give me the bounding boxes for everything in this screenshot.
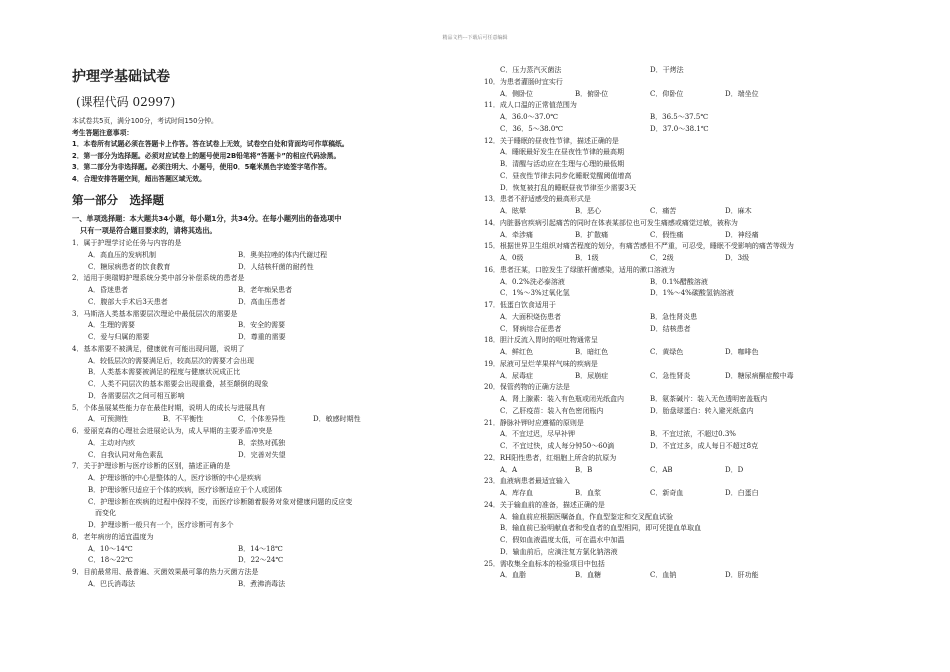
answer-option: B．输血前已验明献血者和受血者的血型相同，即可凭提血单取血 — [500, 524, 702, 533]
answer-options-row — [72, 438, 472, 450]
answer-options-row — [484, 406, 874, 418]
question-stem: 21．静脉补钾时应遵循的原则是 — [484, 418, 584, 427]
answer-option: A．牵涉痛 — [500, 230, 534, 239]
question-stem: 12．关于睡眠的昼夜性节律，描述正确的是 — [484, 136, 619, 145]
answer-option: B．尿崩症 — [575, 371, 609, 380]
answer-option: D．神经痛 — [725, 230, 759, 239]
answer-option: A．巴氏消毒法 — [88, 579, 136, 588]
answer-options-row — [72, 332, 472, 344]
answer-option: A．可预测性 — [88, 415, 129, 424]
answer-options-row — [484, 429, 874, 441]
answer-option: A．A — [500, 465, 518, 474]
answer-option: D．人结核杆菌的耐药性 — [238, 262, 314, 271]
answer-option: C．血钠 — [650, 571, 677, 580]
answer-option: D．肝功能 — [725, 571, 759, 580]
answer-option: D．3级 — [725, 254, 750, 262]
answer-option: C．乙肝疫苗：装入有色密闭瓶内 — [500, 406, 604, 415]
answer-options-row — [72, 579, 472, 591]
answer-option: D．麻木 — [725, 207, 752, 215]
question-stem: 14．内脏器官疾病引起痛苦的同时在体表某部位也可发生痛感或痛觉过敏，被称为 — [484, 218, 738, 227]
answer-option: C．昼夜性节律去同步化睡眠觉醒阈值增高 — [500, 171, 632, 180]
answer-option: C．黄绿色 — [650, 348, 684, 356]
answer-option: A．肾上腺素：装入有色瓶或闭光纸盒内 — [500, 395, 625, 403]
answer-option: C．AB — [650, 465, 673, 474]
answer-options-row — [72, 262, 472, 274]
answer-option: C．假性痛 — [650, 230, 684, 239]
answer-option: B．安全的需要 — [238, 321, 286, 330]
question-stem: 11．成人口温的正常值范围为 — [484, 101, 577, 110]
answer-option: B．护理诊断只适应于个体的疾病，医疗诊断适应于个人或团体 — [88, 485, 283, 494]
answer-options-row — [484, 230, 874, 242]
answer-option: B．俯卧位 — [575, 89, 609, 98]
answer-options-row — [484, 324, 874, 336]
question-stem: 25．需收集全血标本的检验项目中包括 — [484, 559, 605, 568]
answer-option: D．输血前后，应滴注复方氯化钠溶液 — [500, 547, 618, 556]
answer-option: D．各需要层次之间可相互影响 — [88, 391, 185, 400]
questions-right-column — [484, 65, 874, 582]
answer-option: C．自我认同对角色素乱 — [88, 450, 164, 459]
answer-option: D．37.0～38.1℃ — [650, 124, 709, 133]
answer-option: B．36.5～37.5℃ — [650, 113, 709, 121]
question-stem: 10．为患者灌肠时宜实行 — [484, 77, 563, 86]
question-stem: 19．尿液可呈烂苹果样气味的疾病是 — [484, 359, 598, 368]
questions-left-column — [72, 238, 472, 591]
instruction-line: 4．合理安排答题空间，超出答题区域无效。 — [72, 174, 206, 183]
answer-option: C．糖尿病患者的饮食教育 — [88, 262, 171, 271]
answer-options-row — [484, 65, 874, 77]
question-stem: 17．低蛋白饮食适用于 — [484, 301, 556, 309]
answer-option: A．10～14℃ — [88, 544, 133, 553]
answer-option: A．0.2%洗必泰溶液 — [500, 277, 565, 286]
answer-option: D．白蛋白 — [725, 489, 759, 497]
exam-title: 护理学基础试卷 — [72, 69, 170, 85]
answer-option: C．人类不同层次的基本需要会出现重叠，甚至颠倒的现象 — [88, 380, 269, 388]
answer-option: B．氨茶碱片：装入无色透明密盖瓶内 — [650, 395, 768, 403]
part-title: 第一部分 选择题 — [72, 193, 164, 207]
answer-option: D．结核患者 — [650, 324, 691, 333]
answer-option: D．高血压患者 — [238, 297, 286, 306]
answer-options-row — [484, 89, 874, 101]
instruction-line: 本试卷共5页，满分100分，考试时间150分钟。 — [72, 117, 218, 125]
question-stem: 3．马斯洛人类基本需要层次理论中最低层次的需要是 — [72, 309, 238, 318]
section-instructions — [72, 213, 472, 237]
answer-option: B．奥美拉唑的体内代谢过程 — [238, 250, 328, 259]
answer-option: D．咖啡色 — [725, 348, 759, 356]
answer-option: C．1%～3%过氧化氢 — [500, 289, 570, 298]
answer-option: D．恢复被打乱的睡眠昼夜节律至少需要3天 — [500, 183, 637, 192]
answer-options-row — [484, 112, 874, 124]
answer-option: C．18～22℃ — [88, 556, 134, 565]
answer-options-row — [484, 206, 874, 218]
course-code: (课程代码 02997) — [76, 95, 176, 109]
answer-option: B．血糖 — [575, 571, 602, 580]
answer-option: C．36．5～38.0℃ — [500, 124, 564, 133]
question-stem: 9．目前最常用、最普遍、灭菌效果最可靠的热力灭菌方法是 — [72, 568, 259, 576]
answer-option: B．急性肾炎患 — [650, 312, 698, 321]
answer-option: C．压力蒸汽灭菌法 — [500, 66, 562, 74]
answer-option: B．人类基本需要被满足的程度与健康状况成正比 — [88, 368, 241, 377]
answer-options-row — [484, 277, 874, 289]
answer-options-row — [484, 288, 874, 300]
question-stem: 23．血液病患者最适宜输入 — [484, 477, 570, 486]
answer-option: C．假如血液温度太低，可在温水中加温 — [500, 536, 625, 544]
answer-option: A．生理的需要 — [88, 321, 136, 330]
answer-option: B．不宜过浓，不超过0.3% — [650, 430, 736, 439]
answer-option: B．暗红色 — [575, 348, 609, 356]
answer-option: C．不宜过快，成人每分钟50～60滴 — [500, 442, 615, 450]
answer-option: D．22～24℃ — [238, 556, 284, 565]
answer-options-row — [72, 414, 472, 426]
answer-options-row — [484, 371, 874, 383]
answer-options-row — [72, 544, 472, 556]
answer-option: A．眩晕 — [500, 207, 527, 215]
answer-option: B．煮沸消毒法 — [238, 579, 286, 588]
instruction-line: 2．第一部分为选择题。必须对应试卷上的题号使用2B铅笔将“答题卡”的相应代码涂黑。 — [72, 151, 341, 160]
answer-option: C．护理诊断在疾病的过程中保持不变，而医疗诊断随着服务对象对健康问题的反应变 — [88, 497, 353, 506]
answer-option: D．胎盘球蛋白：转入避光纸盒内 — [650, 406, 754, 415]
exam-instructions — [72, 116, 472, 186]
answer-options-row — [484, 394, 874, 406]
answer-options-row — [484, 347, 874, 359]
answer-option: C．爱与归属的需要 — [88, 333, 150, 341]
answer-option: C．急性肾炎 — [650, 371, 691, 380]
answer-option: A．输血前应根据医嘱备血，作血型鉴定和交叉配血试验 — [500, 512, 674, 521]
answer-options-row — [484, 488, 874, 500]
question-stem: 4．基本需要不被满足，健康就有可能出现问题，说明了 — [72, 344, 245, 353]
answer-option: C．痛苦 — [650, 207, 677, 215]
answer-options-row — [484, 253, 874, 265]
question-stem: 22．RH阳性患者，红细胞上所含的抗原为 — [484, 453, 617, 462]
answer-options-row — [72, 320, 472, 332]
answer-option: B．恶心 — [575, 207, 602, 215]
answer-options-row — [484, 570, 874, 582]
answer-option: D．D — [725, 465, 744, 474]
answer-option: A．0级 — [500, 254, 524, 262]
answer-option: D．干烤法 — [650, 66, 684, 74]
question-stem: 2．适用于奥瑞姆护理系统分类中部分补偿系统的患者是 — [72, 274, 245, 283]
answer-option: 而变化 — [88, 509, 116, 518]
answer-option: D．糖尿病酮症酸中毒 — [725, 371, 794, 380]
answer-options-row — [72, 297, 472, 309]
answer-option: A．昏迷患者 — [88, 286, 129, 294]
answer-option: A．不宜过迟，尽早补钾 — [500, 430, 576, 439]
answer-options-row — [484, 312, 874, 324]
answer-option: A．高血压的发病机制 — [88, 250, 157, 259]
answer-option: A．血脂 — [500, 571, 527, 580]
answer-option: D．完善对失望 — [238, 450, 286, 459]
answer-option: C．仰卧位 — [650, 89, 684, 98]
answer-option: A．尿毒症 — [500, 371, 534, 380]
section-line: 只有一项是符合题目要求的，请将其选出。 — [80, 226, 217, 235]
answer-option: A．护理诊断的中心是整体的人，医疗诊断的中心是疾病 — [88, 474, 262, 482]
answer-option: B．1级 — [575, 254, 599, 262]
answer-option: B．扩散痛 — [575, 230, 609, 239]
answer-option: B．0.1%醋酸溶液 — [650, 277, 708, 286]
answer-option: B．不平衡性 — [163, 415, 204, 424]
answer-options-row — [72, 285, 472, 297]
answer-option: B．亲热对孤独 — [238, 438, 286, 447]
instruction-line: 3．第二部分为非选择题。必须注明大、小题号，使用0．5毫米黑色字迹签字笔作答。 — [72, 163, 331, 172]
question-stem: 5．个体虽展某些能力存在最佳时期，说明人的成长与进展具有 — [72, 403, 266, 412]
question-stem: 7．关于护理诊断与医疗诊断的区别，描述正确的是 — [72, 462, 231, 471]
answer-option: A．大面积烧伤患者 — [500, 312, 562, 321]
answer-options-row — [484, 124, 874, 136]
question-stem: 8．老年病房的适宜温度为 — [72, 532, 154, 541]
answer-option: C．2级 — [650, 254, 674, 262]
answer-option: A．库存血 — [500, 489, 534, 497]
answer-option: B．血浆 — [575, 489, 602, 497]
section-line: 一、单项选择题：本大题共34小题，每小题1分，共34分。在每小题列出的备选项中 — [72, 214, 342, 223]
answer-option: A．鲜红色 — [500, 348, 534, 356]
question-stem: 6．爱丽克森的心理社会进展论认为，成人早期的主要矛盾冲突是 — [72, 427, 273, 435]
question-stem: 18．胆汁反流入胃时的呕吐物通常呈 — [484, 336, 598, 345]
answer-options-row — [72, 555, 472, 567]
page-header: 精品文档---下载后可任意编辑 — [442, 35, 508, 41]
answer-option: D．护理诊断一般只有一个，医疗诊断可有多个 — [88, 521, 234, 529]
answer-option: C．肾病综合征患者 — [500, 324, 562, 333]
question-stem: 1．属于护理学讨论任务与内容的是 — [72, 239, 182, 247]
answer-options-row — [72, 250, 472, 262]
instruction-line: 1．本卷所有试题必须在答题卡上作答。答在试卷上无效，试卷空白处和背面均可作草稿纸。 — [72, 140, 349, 149]
answer-option: D．1%～4%碳酸氢钠溶液 — [650, 289, 734, 298]
answer-options-row — [72, 450, 472, 462]
answer-option: D．不宜过多，成人每日不超过8克 — [650, 442, 759, 450]
answer-options-row — [484, 465, 874, 477]
answer-option: B．14～18℃ — [238, 544, 283, 553]
answer-options-row — [484, 441, 874, 453]
question-stem: 16．患者汪某，口腔发生了绿脓杆菌感染，适用的漱口溶液为 — [484, 265, 675, 274]
answer-option: B．清醒与活动应在生理与心理的最低期 — [500, 160, 625, 168]
answer-option: C．新奇血 — [650, 489, 684, 497]
answer-option: A．侧卧位 — [500, 89, 534, 98]
answer-option: A．主动对内疚 — [88, 438, 136, 447]
question-stem: 24．关于输血前的准备，描述正确的是 — [484, 500, 605, 509]
instruction-heading: 考生答题注意事项： — [72, 128, 134, 137]
answer-option: A．36.0～37.0℃ — [500, 113, 559, 121]
answer-option: D．端坐位 — [725, 89, 759, 98]
answer-option: A．较低层次的需要满足后，较高层次的需要才会出现 — [88, 356, 255, 365]
answer-option: B．B — [575, 465, 593, 474]
answer-option: D．尊重的需要 — [238, 333, 286, 341]
question-stem: 15．根据世界卫生组织对痛苦程度的划分，有痛苦感但不严重，可忍受，睡眠不受影响的痛苦等级为 — [484, 242, 794, 251]
answer-option: C．腹部大手术后3天患者 — [88, 297, 168, 306]
answer-option: B．老年痴呆患者 — [238, 286, 293, 294]
question-stem: 20．保管药物的正确方法是 — [484, 383, 570, 392]
answer-option: D．敏感时期性 — [313, 415, 361, 424]
answer-option: C．个体差异性 — [238, 415, 286, 424]
answer-option: A．睡眠最好发生在昼夜性节律的最高期 — [500, 148, 625, 157]
question-stem: 13．患者不舒适感受的最高形式是 — [484, 195, 591, 204]
